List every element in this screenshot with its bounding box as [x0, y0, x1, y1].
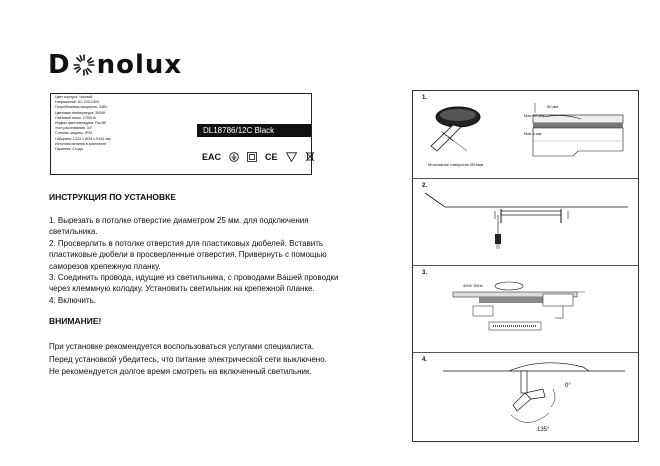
install-steps	[49, 215, 379, 306]
mounting-plate-illustration	[413, 179, 638, 266]
max-5-label: Max 5 мм	[524, 131, 542, 136]
panel-number: 4.	[422, 357, 428, 363]
spec-line: Потребляемая мощность: 24Вт	[55, 105, 108, 110]
panel-number: 3.	[422, 270, 428, 276]
triangle-icon	[286, 152, 297, 162]
rotation-illustration	[413, 353, 638, 442]
warning-heading: ВНИМАНИЕ!	[49, 316, 102, 326]
diagram-panel-2	[413, 178, 638, 266]
diagram-frame	[412, 90, 639, 442]
hole-caption: Монтажное отверстие Ø25мм	[428, 162, 484, 167]
panel-number: 1.	[422, 95, 428, 101]
diagram-panel-4	[413, 352, 638, 442]
warning-line: При установке рекомендуется воспользоваться услугами специалиста.	[49, 342, 314, 351]
brand-name-suffix: nolux	[96, 50, 183, 80]
spec-line: Цветовая температура: 3000K	[55, 110, 106, 115]
spec-line: Источник питания в комплекте	[55, 141, 107, 146]
sunburst-icon	[72, 53, 96, 77]
install-heading: ИНСТРУКЦИЯ ПО УСТАНОВКЕ	[49, 192, 177, 202]
warning-line: Перед установкой убедитесь, что питание электрической сети выключено.	[49, 354, 327, 364]
max-90-label: Max 90 мм	[524, 113, 544, 118]
spec-line: Гарантия: 2 года	[55, 147, 83, 152]
panel-number: 2.	[422, 183, 428, 189]
50mm-label: 50 мм	[547, 104, 559, 109]
spec-line: Индекс цветопередачи: Ra>80	[55, 121, 106, 126]
wiring-illustration	[413, 266, 638, 353]
brand-name-prefix: D	[48, 50, 71, 80]
spec-line: Степень защиты: IP20	[55, 131, 93, 136]
diagram-panel-1	[413, 91, 638, 178]
install-line: 3. Соединить провода, идущие из светильника, с проводами Вашей проводки	[49, 273, 339, 283]
ground-icon	[229, 152, 239, 162]
eac-mark: EAC	[202, 151, 222, 162]
warning-line: Не рекомендуется долгое время смотреть на включенный светильник.	[49, 367, 312, 377]
install-line: светильника.	[49, 227, 98, 237]
spec-line: Напряжение: AC 220-240V	[55, 100, 100, 105]
install-line: 4. Включить.	[49, 295, 97, 305]
spec-list	[55, 95, 195, 152]
spec-line: Габариты: L323 x W34 x H181 мм	[55, 136, 111, 141]
spec-line: Световой поток: 1780Lm	[55, 115, 96, 120]
install-line: 2. Просверлить в потолке отверстия для пластиковых дюбелей. Вставить	[49, 238, 324, 248]
install-line: 1. Вырезать в потолке отверстие диаметром 25 мм. для подключения	[49, 216, 309, 225]
class-ii-icon	[247, 152, 257, 162]
angle-0-label: 0°	[565, 383, 571, 389]
spec-line: Цвет корпуса: Черный	[55, 95, 93, 99]
ce-mark: CE	[265, 151, 278, 162]
install-line: через клеммную колодку. Установить светильник на крепежной планке.	[49, 284, 315, 294]
model-label: DL18786/12C Black	[197, 124, 311, 137]
certification-icons	[202, 151, 315, 162]
diagram-panel-3	[413, 265, 638, 353]
angle-135-label: 135°	[537, 427, 550, 433]
brand-logo	[48, 50, 182, 80]
install-line: пластиковые дюбели в просверленные отверстия. Привернуть с помощью	[49, 250, 327, 260]
warning-text	[49, 341, 379, 379]
install-line: саморезов крепежную планку.	[49, 261, 161, 271]
spec-line: Угол рассеивания: 34°	[55, 126, 93, 131]
bin-crossed-icon	[305, 151, 315, 162]
voltage-label: 400V 50Hz	[463, 283, 483, 288]
